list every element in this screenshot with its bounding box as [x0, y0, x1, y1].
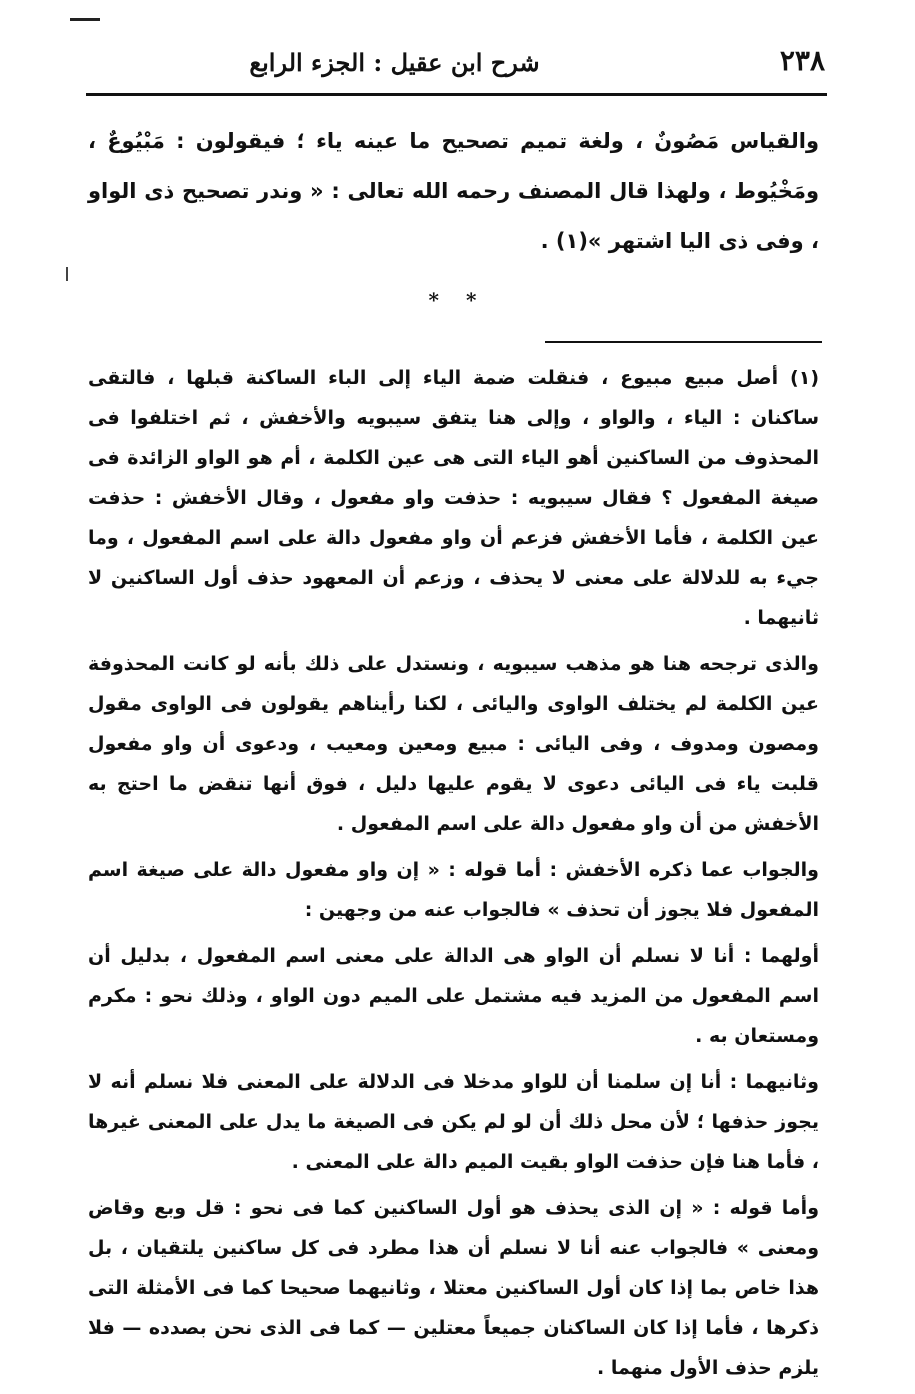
footnote-paragraph-3: والجواب عما ذكره الأخفش : أما قوله : « إن واو مفعول دالة على صيغة اسم المفعول فلا يجوز أن تحذف » فالجواب عنه من وجهين :	[88, 859, 819, 921]
footnote-paragraph-6: وأما قوله : « إن الذى يحذف هو أول الساكنين كما فى نحو : قل وبع وقاض ومعنى » فالجواب عنه أنا لا نسلم أن هذا مطرد فى كل ساكنين يلتقيان ، بل هذا خاص بما إذا كان أول الساكنين معتلا ، وثانيهما صحيحا كما فى الأمثلة التى ذكرها ، فأما إذا كان الساكنان جميعاً معتلين — كما فى الذى نحن بصدده — فلا يلزم حذف الأول منهما .	[88, 1197, 819, 1379]
footnote-paragraph-5: وثانيهما : أنا إن سلمنا أن للواو مدخلا فى الدلالة على المعنى فلا نسلم أنه لا يجوز حذفها ؛ لأن محل ذلك أن لو لم يكن فى الصيغة ما يدل على المعنى غيرها ، فأما هنا فإن حذفت الواو بقيت الميم دالة على المعنى .	[88, 1071, 819, 1173]
section-separator: * *	[428, 288, 487, 312]
main-paragraph: والقياس مَصُونٌ ، ولغة تميم تصحيح ما عينه ياء ؛ فيقولون : مَبْيُوعٌ ، ومَخْيُوط ، ولهذا قال المصنف رحمه الله تعالى : « وندر تصحيح ذى الواو ، وفى ذى اليا اشتهر »(١) .	[88, 129, 819, 253]
footnote-paragraph-2: والذى ترجحه هنا هو مذهب سيبويه ، ونستدل على ذلك بأنه لو كانت المحذوفة عين الكلمة لم يختلف الواوى واليائى ، لكنا رأيناهم يقولون فى الواوى مقول ومصون ومدوف ، وفى اليائى : مبيع ومعين ومعيب ، ودعوى أن واو مفعول قلبت ياء فى اليائى دعوى لا يقوم عليها دليل ، فوق أنها تنقض ما احتج به الأخفش من أن واو مفعول دالة على اسم المفعول .	[88, 653, 819, 835]
footnote-paragraph-1	[88, 358, 819, 638]
page-number: ٢٣٨	[779, 44, 825, 77]
corner-mark	[70, 18, 100, 21]
main-text	[88, 116, 819, 266]
footnote-text-1: أصل مبيع مبيوع ، فنقلت ضمة الياء إلى الباء الساكنة قبلها ، فالتقى ساكنان : الياء ، والواو ، وإلى هنا يتفق سيبويه والأخفش ، ثم اختلفوا فى المحذوف من الساكنين أهو الياء التى هى عين الكلمة ، أم هو الواو الزائدة فى صيغة المفعول ؟ فقال سيبويه : حذفت واو مفعول ، وقال الأخفش : حذفت عين الكلمة ، فأما الأخفش فزعم أن واو مفعول دالة على اسم المفعول ، وما جيء به للدلالة على معنى لا يحذف ، وزعم أن المعهود حذف أول الساكنين لا ثانيهما .	[88, 367, 819, 629]
margin-tick	[66, 267, 68, 281]
footnote-paragraph-4: أولهما : أنا لا نسلم أن الواو هى الدالة على معنى اسم المفعول ، بدليل أن اسم المفعول من المزيد فيه مشتمل على الميم دون الواو ، وذلك نحو : مكرم ومستعان به .	[88, 945, 819, 1047]
footnote-rule	[545, 341, 822, 343]
running-title: شرح ابن عقيل : الجزء الرابع	[249, 48, 540, 77]
page-header	[84, 44, 825, 92]
footnote	[88, 358, 819, 1394]
footnote-marker: (١)	[790, 367, 819, 389]
header-rule	[86, 93, 827, 96]
